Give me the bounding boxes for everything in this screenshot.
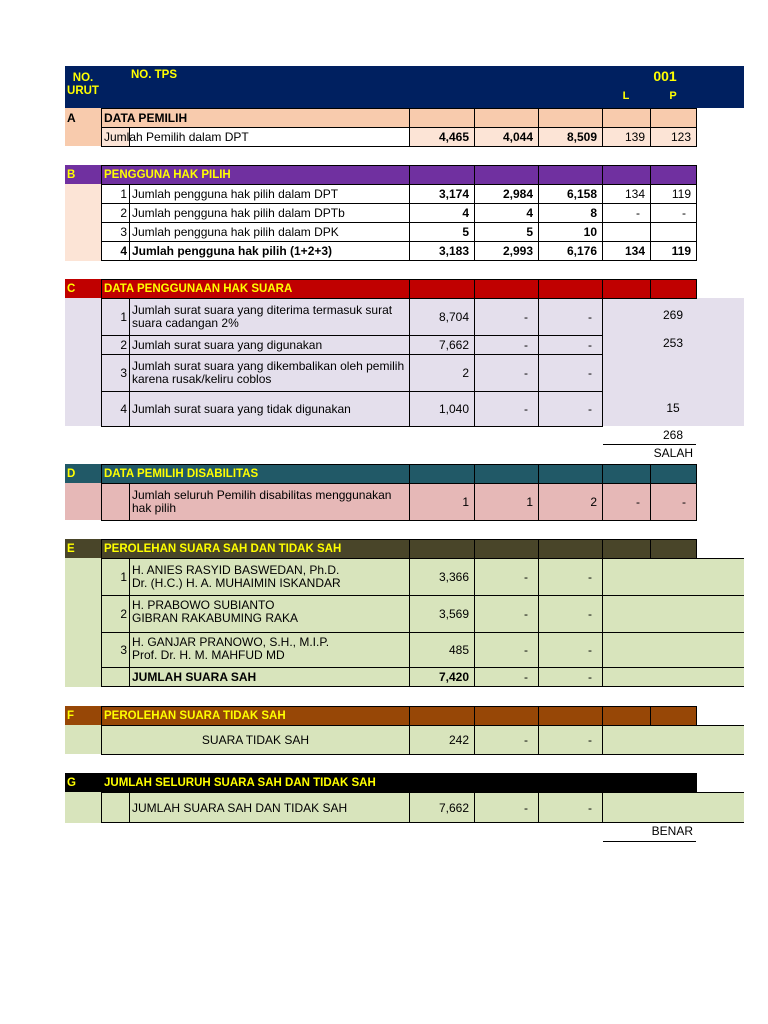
section-g-title-cell [474,773,539,793]
section-f-title-cell [650,706,697,726]
value-cell [650,222,697,242]
tps-number: 001 [653,68,677,84]
section-d-title-cell [474,464,539,484]
value-cell: 7,662 [409,792,475,823]
check-status-c: SALAH [653,446,693,460]
value-cell: 3,174 [409,184,475,204]
value-cell: - [650,203,697,223]
value-cell: 3,366 [409,558,475,596]
section-c-title-cell [474,279,539,299]
row-number: 4 [101,391,130,427]
row-number: 2 [101,595,130,633]
no-urut-line1: NO. [72,72,94,84]
section-a-title: DATA PEMILIH [101,108,410,128]
row-number [101,483,130,521]
value-cell: 8,509 [538,127,603,147]
section-b-title-cell [409,165,475,185]
section-a-title-cell [602,108,651,128]
candidate-pair [129,632,410,668]
row-label: Jumlah pengguna hak pilih dalam DPTb [129,203,410,223]
value-cell: 2,984 [474,184,539,204]
row-number [101,792,130,823]
row-label: Jumlah pengguna hak pilih (1+2+3) [129,241,410,261]
row-label: SUARA TIDAK SAH [101,725,410,755]
section-c-title-cell [650,279,697,299]
value-cell: - [474,354,539,392]
value-cell: 1 [474,483,539,521]
value-cell: - [474,792,539,823]
row-label: Jumlah surat suara yang tidak digunakan [129,391,410,427]
empty-cell [602,667,744,687]
extra-value: 15 [666,401,680,415]
row-number: 3 [101,354,130,392]
section-e-letter: E [67,542,75,555]
value-cell: 134 [602,241,651,261]
section-f-title: PEROLEHAN SUARA TIDAK SAH [101,706,410,726]
value-cell: - [538,792,603,823]
candidate-name-1: H. PRABOWO SUBIANTO [132,598,275,612]
section-a-title-cell [650,108,697,128]
value-cell: 119 [650,184,697,204]
section-a-title-cell [409,108,475,128]
value-cell: 4,044 [474,127,539,147]
candidate-name-2: Prof. Dr. H. M. MAHFUD MD [132,648,285,662]
empty-cell [602,558,744,596]
row-number: 3 [101,632,130,668]
row-label: Jumlah surat suara yang dikembalikan oleh pemilih karena rusak/keliru coblos [129,354,410,392]
section-d-letter: D [67,467,76,480]
section-e-title-cell [650,539,697,559]
value-cell: 7,662 [409,335,475,355]
value-cell: - [538,298,603,336]
section-f-letter: F [67,709,75,722]
section-f-title-cell [538,706,603,726]
value-cell: 1 [409,483,475,521]
value-cell: 5 [474,222,539,242]
column-l-label: L [622,90,630,102]
section-e-title-cell [474,539,539,559]
section-c-title-cell [409,279,475,299]
section-b-title: PENGGUNA HAK PILIH [101,165,410,185]
value-cell: - [538,632,603,668]
value-cell: - [474,335,539,355]
value-cell: - [538,725,603,755]
row-label: Jumlah Pemilih dalam DPT [101,127,410,147]
value-cell: - [538,558,603,596]
row-number: 4 [101,241,130,261]
value-cell: 4,465 [409,127,475,147]
section-g-title: JUMLAH SELURUH SUARA SAH DAN TIDAK SAH [101,773,410,793]
section-c-title: DATA PENGGUNAAN HAK SUARA [101,279,410,299]
value-cell: - [650,483,697,521]
value-cell: 4 [409,203,475,223]
candidate-pair [129,558,410,596]
value-cell: - [474,298,539,336]
row-label: Jumlah surat suara yang diterima termasuk surat suara cadangan 2% [129,298,410,336]
section-b-title-cell [602,165,651,185]
value-cell: 5 [409,222,475,242]
value-cell: 119 [650,241,697,261]
section-d-title: DATA PEMILIH DISABILITAS [101,464,410,484]
section-a-title-cell [474,108,539,128]
value-cell: 139 [602,127,651,147]
divider [603,444,696,445]
section-f-title-cell [602,706,651,726]
row-label: Jumlah pengguna hak pilih dalam DPK [129,222,410,242]
value-cell: 485 [409,632,475,668]
candidate-name-1: H. ANIES RASYID BASWEDAN, Ph.D. [132,563,340,577]
row-label: JUMLAH SUARA SAH DAN TIDAK SAH [129,792,410,823]
section-g-letter: G [67,776,76,789]
value-cell: 1,040 [409,391,475,427]
row-number: 2 [101,203,130,223]
value-cell: - [538,335,603,355]
candidate-name-1: H. GANJAR PRANOWO, S.H., M.I.P. [132,635,330,649]
section-b-title-cell [650,165,697,185]
empty-cell [602,595,744,633]
section-d-side [65,483,101,520]
value-cell: - [538,595,603,633]
row-label: Jumlah pengguna hak pilih dalam DPT [129,184,410,204]
section-d-title-cell [409,464,475,484]
section-d-title-cell [538,464,603,484]
section-c-title-cell [602,279,651,299]
section-g-title-cell [538,773,603,793]
section-f-title-cell [409,706,475,726]
section-b-letter: B [67,168,76,181]
value-cell: - [474,558,539,596]
candidate-pair [129,595,410,633]
value-cell: 4 [474,203,539,223]
value-cell: 3,569 [409,595,475,633]
total-label: JUMLAH SUARA SAH [129,667,410,687]
extra-value: 253 [662,336,684,350]
section-b-title-cell [474,165,539,185]
section-e-title-cell [538,539,603,559]
value-cell: 2 [538,483,603,521]
value-cell: - [602,483,651,521]
empty-cell [602,632,744,668]
section-a-title-cell [538,108,603,128]
value-cell: 3,183 [409,241,475,261]
value-cell [602,222,651,242]
divider [603,841,696,842]
section-f-title-cell [474,706,539,726]
check-value: 268 [662,428,684,442]
value-cell: 7,420 [409,667,475,687]
column-p-label: P [669,90,677,102]
section-d-title-cell [650,464,697,484]
value-cell: 242 [409,725,475,755]
no-urut-line2: URUT [67,85,99,97]
candidate-name-2: GIBRAN RAKABUMING RAKA [132,611,299,625]
check-status-g: BENAR [651,824,693,838]
section-c-letter: C [67,282,76,295]
section-g-title-cell [409,773,475,793]
value-cell: - [538,391,603,427]
value-cell: - [474,632,539,668]
value-cell: 8,704 [409,298,475,336]
row-number: 1 [101,558,130,596]
value-cell: - [474,667,539,687]
value-cell: 134 [602,184,651,204]
no-urut-label [65,72,101,98]
row-number: 3 [101,222,130,242]
candidate-name-2: Dr. (H.C.) H. A. MUHAIMIN ISKANDAR [132,576,341,590]
row-label: Jumlah surat suara yang digunakan [129,335,410,355]
value-cell: 10 [538,222,603,242]
no-tps-label: NO. TPS [131,69,178,81]
value-cell: - [538,667,603,687]
row-number: 2 [101,335,130,355]
value-cell: - [538,354,603,392]
section-g-title-cell [650,773,697,793]
value-cell: - [474,391,539,427]
value-cell: - [474,725,539,755]
section-c-title-cell [538,279,603,299]
empty-cell [602,725,744,755]
value-cell: 2,993 [474,241,539,261]
value-cell: 6,176 [538,241,603,261]
row-label: Jumlah seluruh Pemilih disabilitas menggunakan hak pilih [129,483,410,521]
extra-value: 269 [662,308,684,322]
value-cell: 8 [538,203,603,223]
section-b-title-cell [538,165,603,185]
value-cell: 2 [409,354,475,392]
section-e-title-cell [409,539,475,559]
empty-cell [602,792,744,823]
section-d-title-cell [602,464,651,484]
row-number: 1 [101,184,130,204]
value-cell: - [602,203,651,223]
value-cell: 123 [650,127,697,147]
row-number [101,667,130,687]
section-a-letter: A [67,110,76,125]
value-cell: 6,158 [538,184,603,204]
value-cell: - [474,595,539,633]
row-number: 1 [101,298,130,336]
section-e-title-cell [602,539,651,559]
section-g-title-cell [602,773,651,793]
section-e-title: PEROLEHAN SUARA SAH DAN TIDAK SAH [101,539,410,559]
